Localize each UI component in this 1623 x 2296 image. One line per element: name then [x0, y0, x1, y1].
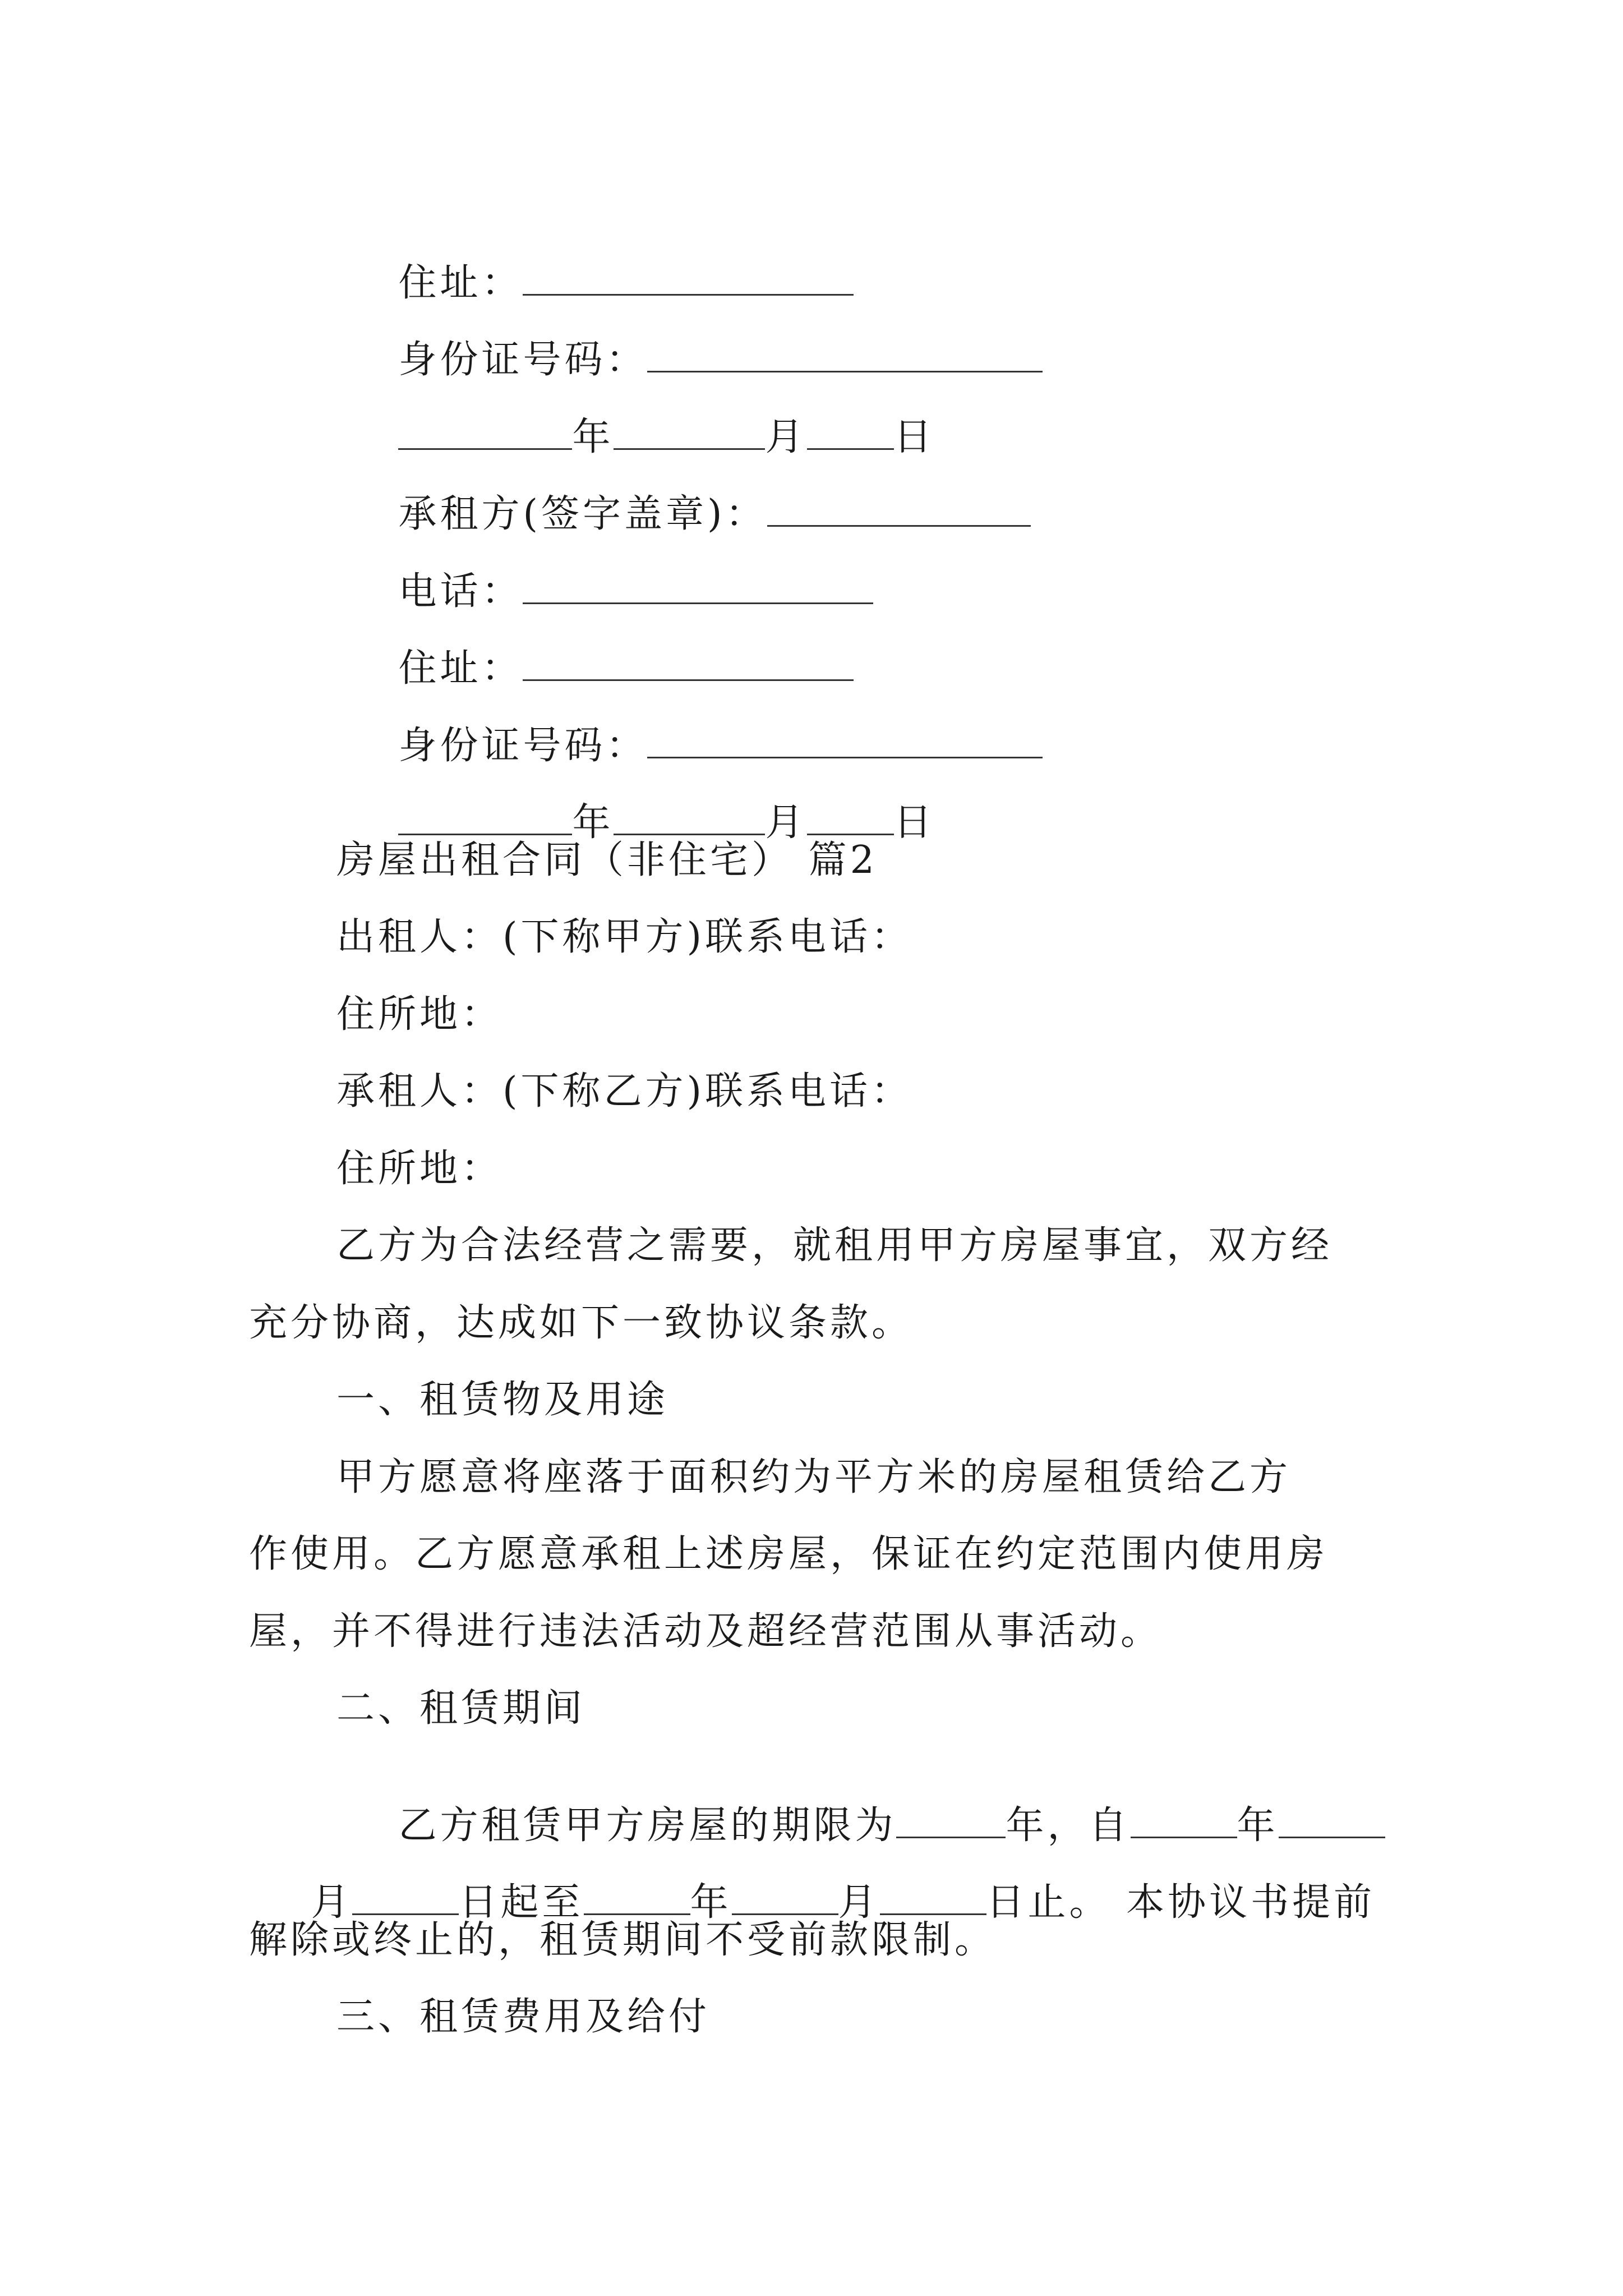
end-day-blank[interactable] [880, 1882, 986, 1915]
end-text: 日止。 本协议书提前 [986, 1880, 1376, 1925]
id-label: 身份证号码： [398, 338, 648, 382]
phone-blank[interactable] [523, 571, 873, 604]
term-years-blank[interactable] [896, 1805, 1006, 1838]
month-label: 月 [311, 1880, 353, 1925]
lessor-line: 出租人：(下称甲方)联系电话： [336, 915, 913, 959]
section-1-title: 一、租赁物及用途 [336, 1378, 669, 1422]
lessor-address-line: 住所地： [336, 992, 503, 1037]
section-2-line-3: 解除或终止的，租赁期间不受前款限制。 [249, 1918, 997, 1962]
tenant-sign-label: 承租方(签字盖章)： [398, 492, 767, 536]
day-label: 日 [893, 415, 935, 459]
start-day-blank[interactable] [352, 1882, 459, 1915]
id-blank[interactable] [647, 725, 1043, 758]
contract-title: 房屋出租合同（非住宅） 篇2 [336, 838, 878, 882]
day-label: 日 [893, 800, 935, 845]
year-label: 年 [572, 800, 614, 845]
day-blank[interactable] [807, 417, 894, 450]
preamble-line-1: 乙方为合法经营之需要，就租用甲方房屋事宜，双方经 [336, 1223, 1333, 1268]
year-label: 年 [690, 1880, 732, 1925]
section-3-title: 三、租赁费用及给付 [336, 1995, 711, 2039]
id-blank[interactable] [647, 339, 1043, 372]
section-1-line-2: 作使用。乙方愿意承租上述房屋，保证在约定范围内使用房 [249, 1532, 1329, 1576]
day-blank[interactable] [807, 802, 894, 835]
lease-term-text: 乙方租赁甲方房屋的期限为 [398, 1803, 897, 1848]
end-year-blank[interactable] [584, 1882, 690, 1915]
id-label: 身份证号码： [398, 724, 648, 768]
preamble-line-2: 充分协商，达成如下一致协议条款。 [249, 1301, 914, 1345]
lessee-line: 承租人：(下称乙方)联系电话： [336, 1069, 913, 1114]
section-2-title: 二、租赁期间 [336, 1686, 586, 1731]
until-text: 日起至 [459, 1880, 584, 1925]
lessee-address-line: 住所地： [336, 1147, 503, 1191]
end-month-blank[interactable] [732, 1882, 838, 1915]
year-label: 年 [1237, 1803, 1279, 1848]
month-label: 月 [765, 415, 807, 459]
address-blank[interactable] [523, 263, 854, 296]
tenant-sign-blank[interactable] [767, 494, 1031, 527]
year-blank[interactable] [398, 417, 572, 450]
month-blank[interactable] [614, 417, 765, 450]
section-1-line-3: 屋，并不得进行违法活动及超经营范围从事活动。 [249, 1609, 1163, 1654]
lease-from-text: 年，自 [1006, 1803, 1131, 1848]
address-blank[interactable] [523, 648, 854, 681]
phone-label: 电话： [398, 569, 523, 614]
start-year-blank[interactable] [1131, 1805, 1237, 1838]
year-label: 年 [572, 415, 614, 459]
address-label: 住址： [398, 646, 523, 691]
month-blank[interactable] [614, 802, 765, 835]
section-1-line-1: 甲方愿意将座落于面积约为平方米的房屋租赁给乙方 [336, 1455, 1292, 1499]
month-label: 月 [765, 800, 807, 845]
year-blank[interactable] [398, 802, 572, 835]
address-label: 住址： [398, 261, 523, 305]
start-month-blank[interactable] [1279, 1805, 1385, 1838]
month-label: 月 [838, 1880, 880, 1925]
